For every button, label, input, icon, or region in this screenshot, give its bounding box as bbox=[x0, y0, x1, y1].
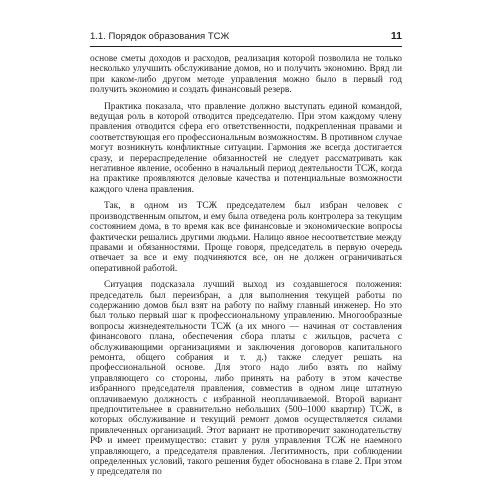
running-header bbox=[90, 28, 402, 47]
paragraph: Практика показала, что правление должно выступать единой командой, ведущая роль в которой отводится председателю. При этом каждому члену правления отводится сфера его ответственности, подкрепленная правами и соответствующая его профессиональным возможностям. В противном случае могут возникнуть конфликтные ситуации. Гармония же всегда достигается сразу, и перераспределение обязанностей не следует рассматривать как негативное явление, особенно в начальный период деятельности ТСЖ, когда на практике проявляются деловые качества и потенциальные возможности каждого члена правления. bbox=[90, 101, 402, 195]
paragraph: Ситуация подсказала лучший выход из создавшегося положения: председатель был переизбран, а для выполнения текущей работы по содержанию домов был взят на работу по найму главный инженер. Но это был только первый шаг к профессиональному управлению. Многообразные вопросы жизнедеятельности ТСЖ (а их много — начиная от составления финансового плана, обеспечения сбора платы с жильцов, расчета с обслуживающими организациями и заключения договоров капитального ремонта, общего собрания и т. д.) также следует решать на профессиональной основе. Для этого надо либо взять по найму управляющего со стороны, либо принять на работу в этом качестве избранного председателя правления, совместив в одном лице штатную оплачиваемую должность с избранной неоплачиваемой. Второй вариант предпочтительнее в сравнительно небольших (500–1000 квартир) ТСЖ, в которых обслуживание и текущий ремонт домов осуществляется силами привлеченных организаций. Этот вариант не противоречит законодательству РФ и имеет преимущество: ставит у руля управления ТСЖ не наемного управляющего, а председателя правления. Легитимность, при соблюдении определенных условий, такого решения будет обоснована в главе 2. При этом у председателя по bbox=[90, 280, 402, 478]
section-title: 1.1. Порядок образования ТСЖ bbox=[90, 31, 230, 42]
body-text bbox=[90, 54, 402, 478]
paragraph: основе сметы доходов и расходов, реализация которой позволила не только несколько улучшить обслуживание домов, но и получить экономию. Вряд ли при каком-либо другом методе управления можно было в первый год получить экономию и создать финансовый резерв. bbox=[90, 54, 402, 96]
page-number: 11 bbox=[390, 30, 402, 42]
paragraph: Так, в одном из ТСЖ председателем был избран человек с производственным опытом, и ему была отведена роль контролера за текущим состоянием дома, в то время как все финансовые и экономические вопросы фактически решались другими людьми. Налицо явное несоответствие между правами и обязанностями. Проще говоря, председатель в первую очередь отвечает за все и ему подчиняются все, он не должен ограничиваться оперативной работой. bbox=[90, 201, 402, 274]
